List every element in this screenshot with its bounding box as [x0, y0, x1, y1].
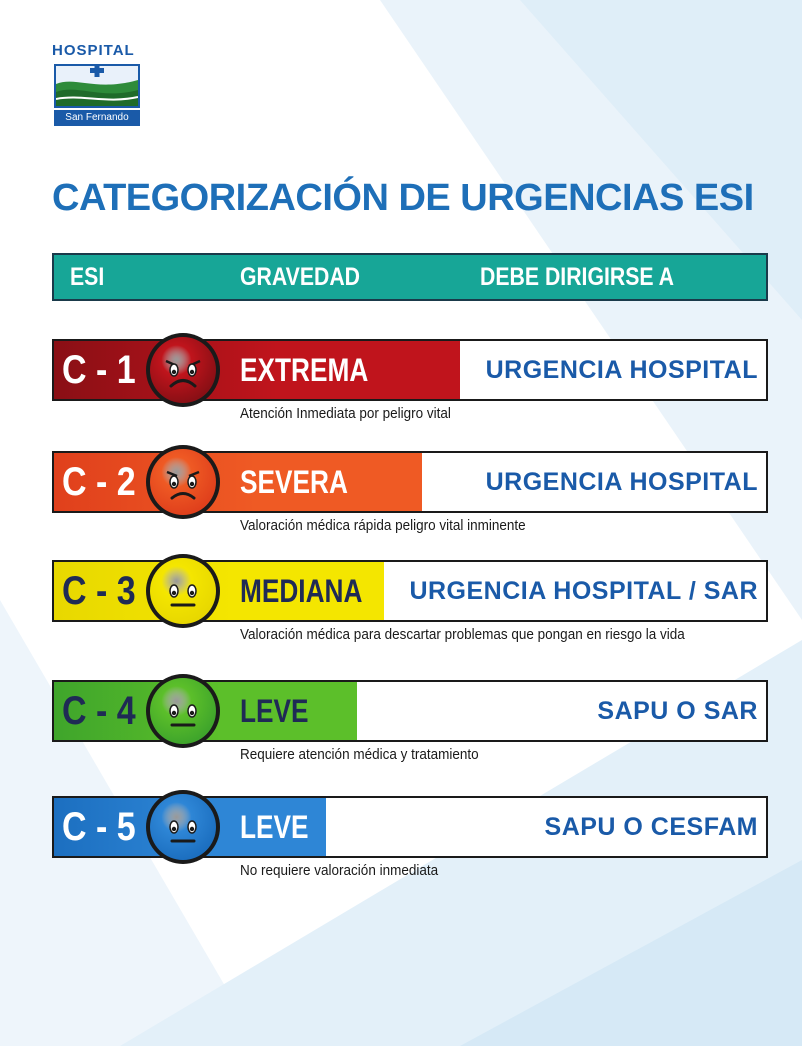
neutral-face-icon — [144, 672, 222, 750]
logo-bottom-text: San Fernando — [54, 110, 140, 126]
esi-code: C - 3 — [62, 569, 136, 613]
triage-row — [52, 680, 768, 763]
destination-label: URGENCIA HOSPITAL / SAR — [409, 577, 758, 605]
sad-face-icon — [144, 331, 222, 409]
worried-face-icon — [144, 443, 222, 521]
esi-code: C - 2 — [62, 460, 136, 504]
neutral-face-icon — [144, 552, 222, 630]
triage-row — [52, 339, 768, 422]
severity-label: MEDIANA — [240, 573, 363, 609]
hospital-logo — [52, 42, 142, 126]
severity-description: Valoración médica para descartar problemas que pongan en riesgo la vida — [240, 626, 685, 643]
page-title: CATEGORIZACIÓN DE URGENCIAS ESI — [52, 177, 754, 219]
destination-label: SAPU O SAR — [597, 697, 758, 725]
esi-code: C - 4 — [62, 689, 136, 733]
severity-description: No requiere valoración inmediata — [240, 862, 439, 879]
severity-description: Requiere atención médica y tratamiento — [240, 746, 479, 763]
severity-label: LEVE — [240, 809, 309, 845]
header-destino: DEBE DIRIGIRSE A — [480, 263, 675, 291]
triage-row — [52, 560, 768, 643]
neutral-face-icon — [144, 788, 222, 866]
table-header — [52, 253, 768, 301]
severity-label: SEVERA — [240, 464, 348, 500]
destination-label: URGENCIA HOSPITAL — [485, 468, 758, 496]
destination-label: URGENCIA HOSPITAL — [485, 356, 758, 384]
severity-description: Atención Inmediata por peligro vital — [240, 405, 451, 422]
logo-top-text: HOSPITAL — [52, 42, 135, 59]
severity-label: EXTREMA — [240, 352, 369, 388]
header-esi: ESI — [70, 263, 105, 291]
logo-landscape-icon — [54, 64, 140, 108]
esi-code: C - 1 — [62, 348, 136, 392]
triage-row — [52, 796, 768, 879]
header-gravedad: GRAVEDAD — [240, 263, 361, 291]
severity-label: LEVE — [240, 693, 309, 729]
destination-label: SAPU O CESFAM — [544, 813, 758, 841]
triage-row — [52, 451, 768, 534]
esi-code: C - 5 — [62, 805, 136, 849]
severity-description: Valoración médica rápida peligro vital inminente — [240, 517, 526, 534]
